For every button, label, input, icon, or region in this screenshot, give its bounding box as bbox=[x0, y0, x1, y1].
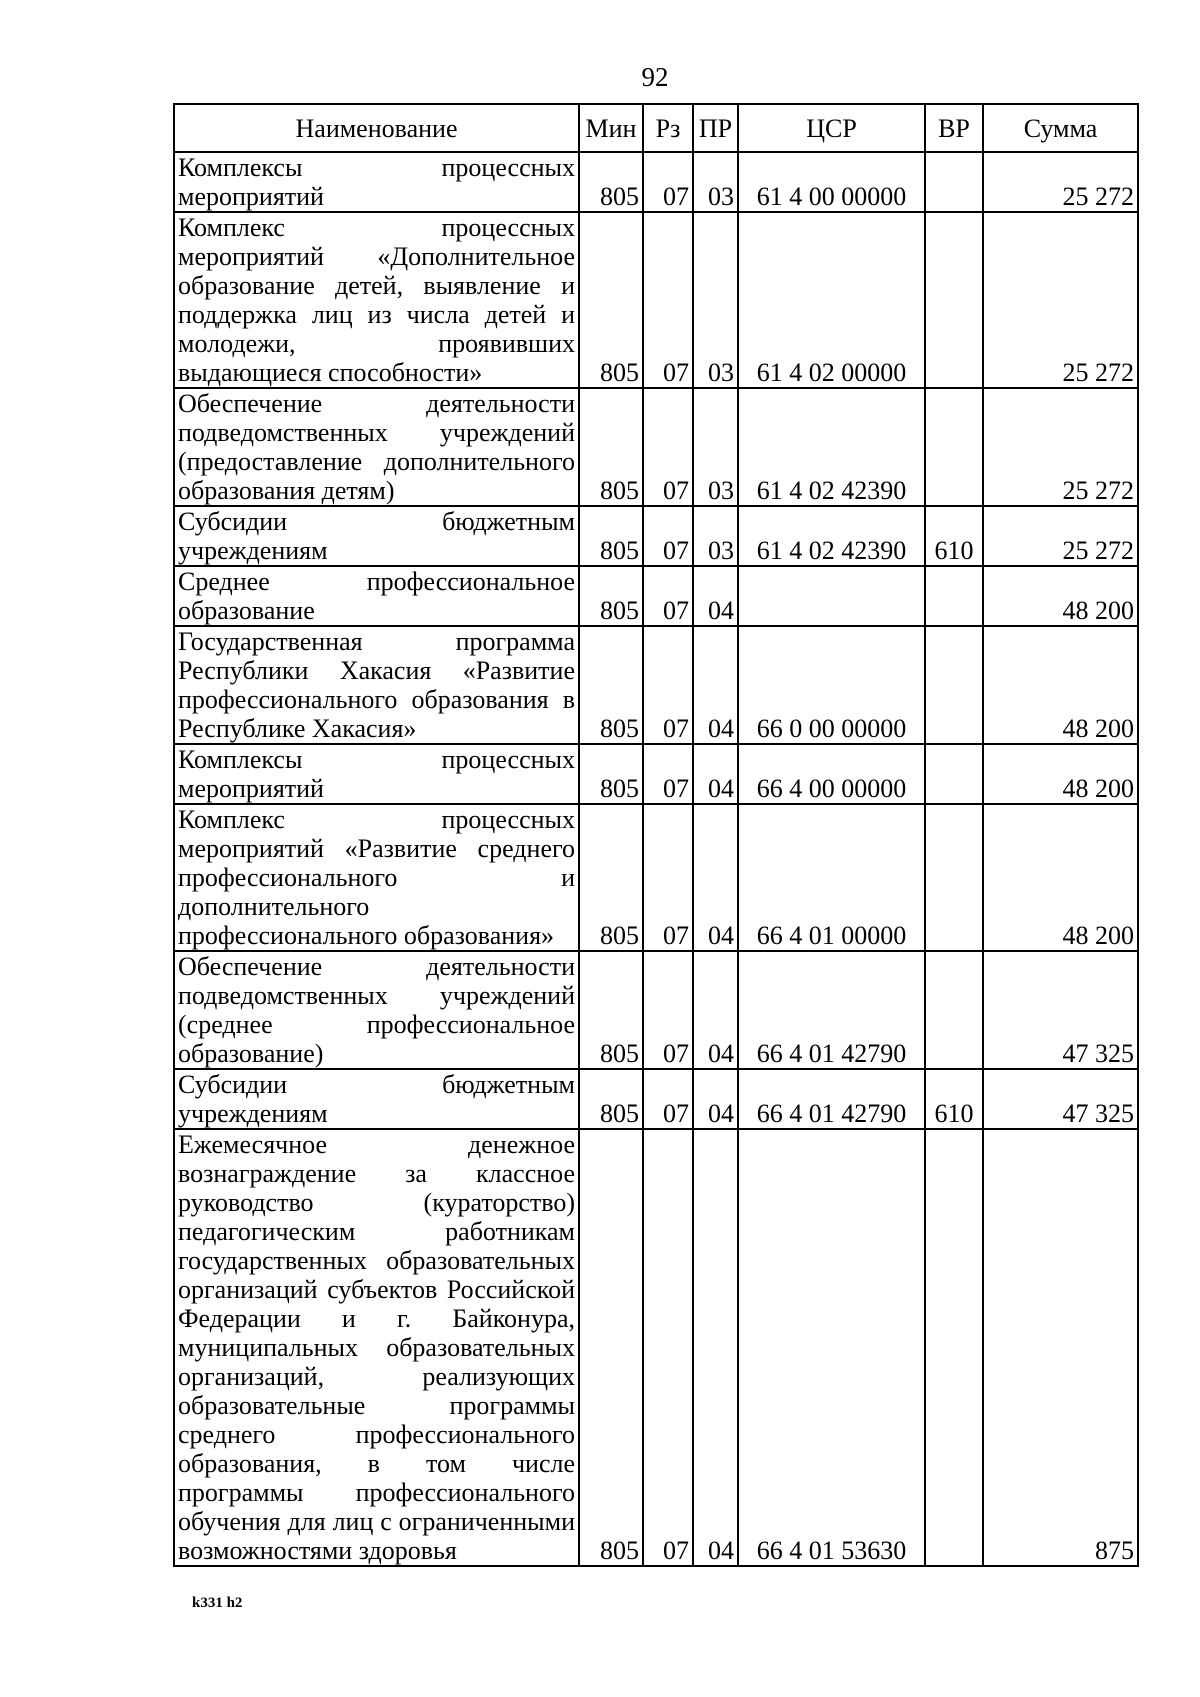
row-csr: 66 4 01 42790 bbox=[738, 1069, 925, 1129]
row-vr: 610 bbox=[925, 1069, 983, 1129]
table-row bbox=[174, 506, 1138, 566]
row-min: 805 bbox=[579, 506, 643, 566]
row-name: Субсидии бюджетным учреждениям bbox=[174, 1069, 579, 1129]
page-number: 92 bbox=[641, 62, 669, 92]
row-rz: 07 bbox=[643, 1069, 693, 1129]
row-vr bbox=[925, 951, 983, 1069]
row-rz: 07 bbox=[643, 212, 693, 388]
row-pr: 04 bbox=[693, 1069, 738, 1129]
row-min: 805 bbox=[579, 388, 643, 506]
row-vr bbox=[925, 388, 983, 506]
row-sum: 25 272 bbox=[983, 152, 1138, 212]
row-name: Обеспечение деятельности подведомственных учреждений (среднее профессиональное образование) bbox=[174, 951, 579, 1069]
row-csr: 66 0 00 00000 bbox=[738, 626, 925, 744]
header-min: Мин bbox=[579, 104, 643, 152]
row-csr: 66 4 00 00000 bbox=[738, 744, 925, 804]
row-sum: 47 325 bbox=[983, 1069, 1138, 1129]
table-row bbox=[174, 744, 1138, 804]
table-row bbox=[174, 212, 1138, 388]
row-min: 805 bbox=[579, 1129, 643, 1566]
table-row bbox=[174, 566, 1138, 626]
row-pr: 03 bbox=[693, 212, 738, 388]
row-min: 805 bbox=[579, 626, 643, 744]
row-sum: 25 272 bbox=[983, 212, 1138, 388]
row-name: Обеспечение деятельности подведомственных учреждений (предоставление дополнительного образования детям) bbox=[174, 388, 579, 506]
table-row bbox=[174, 1069, 1138, 1129]
row-vr bbox=[925, 212, 983, 388]
row-vr: 610 bbox=[925, 506, 983, 566]
row-sum: 48 200 bbox=[983, 804, 1138, 951]
header-vr: ВР bbox=[925, 104, 983, 152]
table-row bbox=[174, 1129, 1138, 1566]
row-rz: 07 bbox=[643, 388, 693, 506]
row-pr: 04 bbox=[693, 744, 738, 804]
row-csr: 66 4 01 42790 bbox=[738, 951, 925, 1069]
header-rz: Рз bbox=[643, 104, 693, 152]
row-min: 805 bbox=[579, 744, 643, 804]
row-sum: 25 272 bbox=[983, 506, 1138, 566]
header-name: Наименование bbox=[174, 104, 579, 152]
row-rz: 07 bbox=[643, 152, 693, 212]
table-row bbox=[174, 626, 1138, 744]
row-rz: 07 bbox=[643, 626, 693, 744]
row-csr: 61 4 02 42390 bbox=[738, 506, 925, 566]
row-min: 805 bbox=[579, 804, 643, 951]
row-csr bbox=[738, 566, 925, 626]
row-sum: 48 200 bbox=[983, 744, 1138, 804]
row-rz: 07 bbox=[643, 804, 693, 951]
row-min: 805 bbox=[579, 951, 643, 1069]
row-vr bbox=[925, 1129, 983, 1566]
row-vr bbox=[925, 804, 983, 951]
row-rz: 07 bbox=[643, 566, 693, 626]
header-sum: Сумма bbox=[983, 104, 1138, 152]
row-name: Комплекс процессных мероприятий «Развитие среднего профессионального и дополнительного профессионального образования» bbox=[174, 804, 579, 951]
row-rz: 07 bbox=[643, 951, 693, 1069]
row-min: 805 bbox=[579, 1069, 643, 1129]
row-name: Субсидии бюджетным учреждениям bbox=[174, 506, 579, 566]
row-name: Государственная программа Республики Хакасия «Развитие профессионального образования в Республике Хакасия» bbox=[174, 626, 579, 744]
row-name: Комплекс процессных мероприятий «Дополнительное образование детей, выявление и поддержка лиц из числа детей и молодежи, проявивших выдающиеся способности» bbox=[174, 212, 579, 388]
row-name: Комплексы процессных мероприятий bbox=[174, 744, 579, 804]
row-pr: 03 bbox=[693, 152, 738, 212]
row-rz: 07 bbox=[643, 744, 693, 804]
row-min: 805 bbox=[579, 566, 643, 626]
header-csr: ЦСР bbox=[738, 104, 925, 152]
row-csr: 61 4 00 00000 bbox=[738, 152, 925, 212]
row-vr bbox=[925, 566, 983, 626]
table-row bbox=[174, 951, 1138, 1069]
table-row bbox=[174, 152, 1138, 212]
document-code: k331 h2 bbox=[192, 1595, 243, 1611]
header-pr: ПР bbox=[693, 104, 738, 152]
row-pr: 04 bbox=[693, 804, 738, 951]
table-header-row bbox=[174, 104, 1138, 152]
row-sum: 875 bbox=[983, 1129, 1138, 1566]
row-csr: 61 4 02 00000 bbox=[738, 212, 925, 388]
budget-table bbox=[173, 103, 1139, 1567]
row-sum: 48 200 bbox=[983, 566, 1138, 626]
row-pr: 03 bbox=[693, 388, 738, 506]
row-pr: 04 bbox=[693, 951, 738, 1069]
row-csr: 61 4 02 42390 bbox=[738, 388, 925, 506]
row-rz: 07 bbox=[643, 1129, 693, 1566]
row-sum: 48 200 bbox=[983, 626, 1138, 744]
row-pr: 04 bbox=[693, 626, 738, 744]
table-row bbox=[174, 388, 1138, 506]
row-pr: 04 bbox=[693, 1129, 738, 1566]
row-sum: 25 272 bbox=[983, 388, 1138, 506]
row-sum: 47 325 bbox=[983, 951, 1138, 1069]
table-row bbox=[174, 804, 1138, 951]
row-pr: 04 bbox=[693, 566, 738, 626]
row-csr: 66 4 01 53630 bbox=[738, 1129, 925, 1566]
row-csr: 66 4 01 00000 bbox=[738, 804, 925, 951]
row-vr bbox=[925, 744, 983, 804]
row-rz: 07 bbox=[643, 506, 693, 566]
row-name: Среднее профессиональное образование bbox=[174, 566, 579, 626]
row-pr: 03 bbox=[693, 506, 738, 566]
row-min: 805 bbox=[579, 212, 643, 388]
row-name: Ежемесячное денежное вознаграждение за классное руководство (кураторство) педагогическим работникам государственных образовательных организаций субъектов Российской Федерации и г. Байконура, муниципальных образовательных организаций, реализующих образовательные программы среднего профессионального образования, в том числе программы профессионального обучения для лиц с ограниченными возможностями здоровья bbox=[174, 1129, 579, 1566]
row-name: Комплексы процессных мероприятий bbox=[174, 152, 579, 212]
row-vr bbox=[925, 152, 983, 212]
row-min: 805 bbox=[579, 152, 643, 212]
row-vr bbox=[925, 626, 983, 744]
